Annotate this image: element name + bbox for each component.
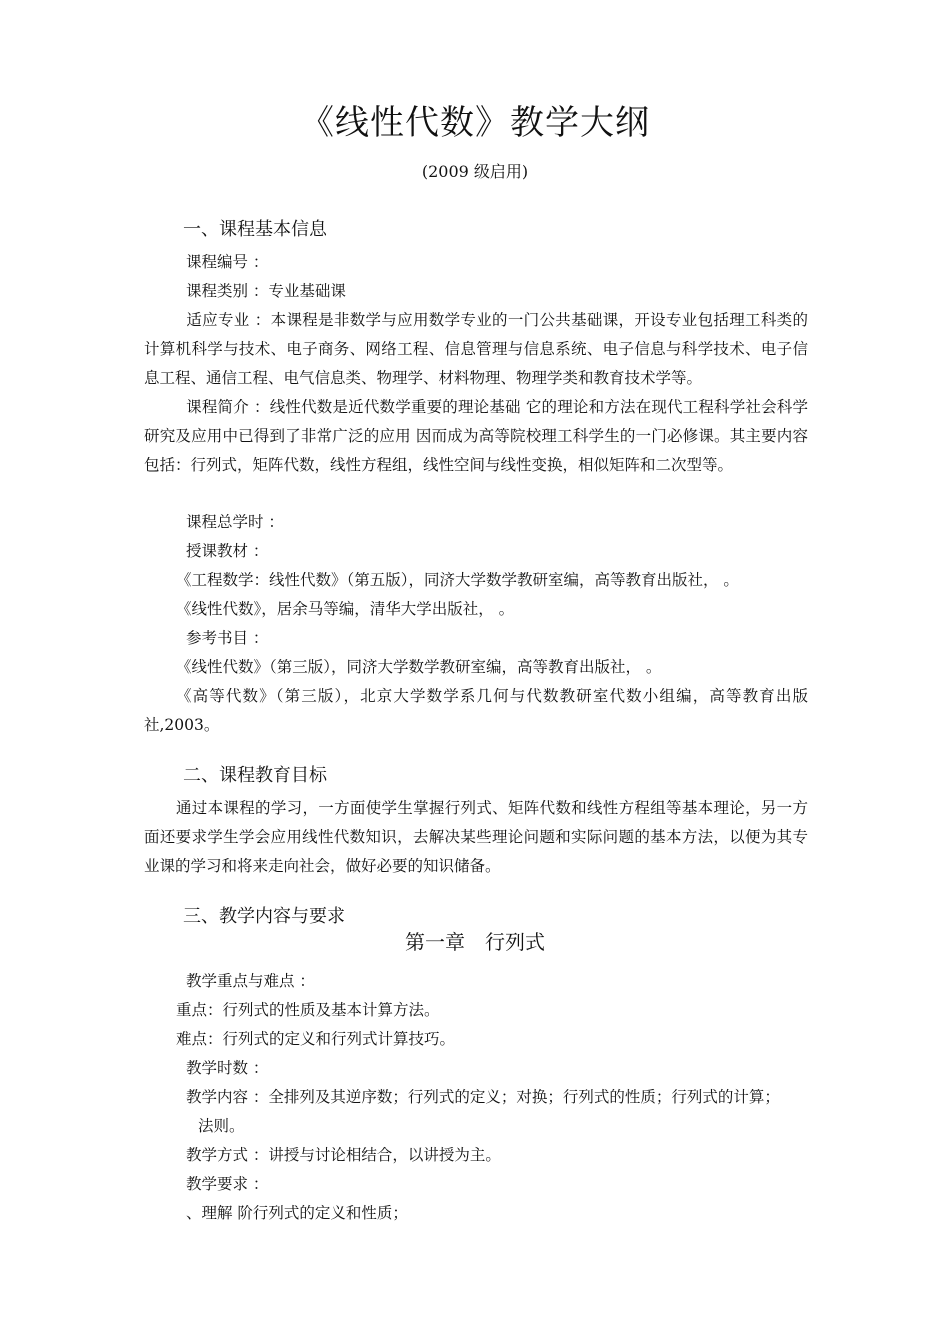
teaching-requirements-label: 教学要求 ： (186, 1175, 269, 1193)
document-title: 《线性代数》教学大纲 (300, 103, 650, 143)
section-heading-objectives: 二、课程教育目标 (183, 765, 327, 786)
difficulty-point: 难点：行列式的定义和行列式计算技巧。 (176, 1030, 456, 1048)
requirement-item: 、理解 阶行列式的定义和性质； (186, 1204, 408, 1222)
reference-label: 参考书目 ： (186, 629, 269, 647)
teaching-method: 教学方式 ：讲授与讨论相结合，以讲授为主。 (186, 1146, 501, 1164)
chapter-number: 第一章 (405, 930, 465, 954)
applicable-label: 适应专业 ： (186, 311, 271, 329)
chapter-title (0, 927, 950, 957)
intro-label: 课程简介 ： (186, 398, 270, 416)
key-point: 重点：行列式的性质及基本计算方法。 (176, 1001, 440, 1019)
applicable-text: 本课程是非数学与应用数学专业的一门公共基础课，开设专业包括理工科类的计算机科学与技术、电子商务、网络工程、信息管理与信息系统、电子信息与科学技术、电子信息工程、通信工程、电气信息类、物理学、材料物理、物理学类和教育技术学等。 (144, 311, 808, 388)
teaching-content: 教学内容 ：全排列及其逆序数；行列式的定义；对换；行列式的性质；行列式的计算； (186, 1088, 780, 1106)
section-heading-basic-info: 一、课程基本信息 (183, 219, 327, 240)
document-subtitle: (2009 级启用) (421, 162, 529, 181)
key-points-label: 教学重点与难点 ： (186, 972, 315, 990)
course-type: 课程类别 ：专业基础课 (186, 282, 346, 300)
chapter-name: 行列式 (485, 930, 545, 954)
intro-text: 线性代数是近代数学重要的理论基础 它的理论和方法在现代工程科学社会科学研究及应用中已得到了非常广泛的应用 因而成为高等院校理工科学生的一门必修课。其主要内容包括：行列式，矩阵代数，线性方程组，线性空间与线性变换，相似矩阵和二次型等。 (144, 398, 808, 475)
teaching-hours: 教学时数 ： (186, 1059, 269, 1077)
teaching-content-continued: 法则。 (198, 1117, 245, 1135)
section-heading-content: 三、教学内容与要求 (183, 906, 345, 927)
course-intro (144, 393, 808, 481)
textbook-label: 授课教材 ： (186, 542, 269, 560)
total-hours: 课程总学时 ： (186, 513, 284, 531)
reference-item: 《线性代数》（第三版），同济大学数学教研室编，高等教育出版社， 。 (176, 658, 662, 676)
textbook-item: 《工程数学：线性代数》（第五版），同济大学数学教研室编，高等教育出版社， 。 (176, 571, 739, 589)
textbook-item: 《线性代数》，居余马等编，清华大学出版社， 。 (176, 600, 515, 618)
reference-item: 《高等代数》（第三版），北京大学数学系几何与代数教研室代数小组编，高等教育出版社,2003。 (144, 687, 808, 735)
objectives-text: 通过本课程的学习，一方面使学生掌握行列式、矩阵代数和线性方程组等基本理论，另一方面还要求学生学会应用线性代数知识，去解决某些理论问题和实际问题的基本方法，以便为其专业课的学习和将来走向社会，做好必要的知识储备。 (144, 799, 808, 876)
applicable-majors (144, 306, 808, 394)
course-code: 课程编号 ： (186, 253, 269, 271)
